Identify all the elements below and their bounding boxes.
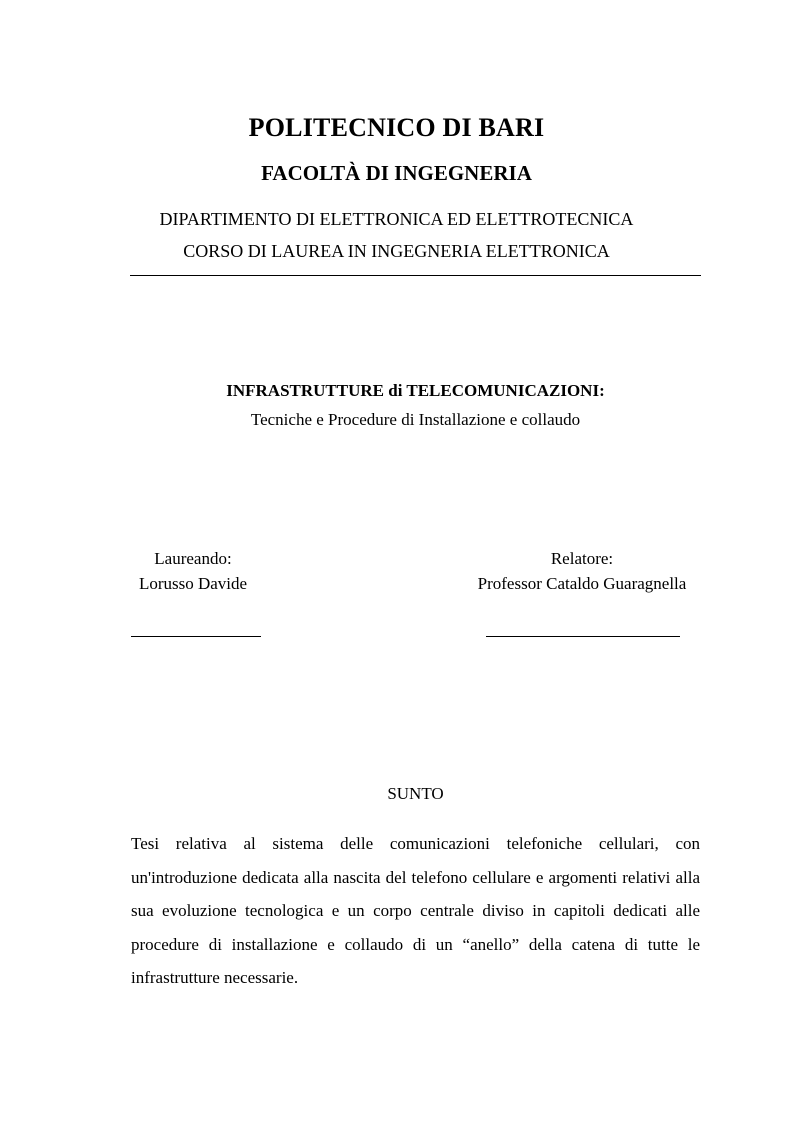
thesis-subtitle: Tecniche e Procedure di Installazione e collaudo	[250, 410, 581, 429]
candidate-name: Lorusso Davide	[138, 574, 248, 593]
course-name: CORSO DI LAUREA IN INGEGNERIA ELETTRONICA	[183, 241, 610, 261]
abstract-body: Tesi relativa al sistema delle comunicazioni telefoniche cellulari, con un'introduzione dedicata alla nascita del telefono cellulare e argomenti relativi alla sua evoluzione tecnologica e un corpo centrale diviso in capitoli dedicati alle procedure di installazione e collaudo di un “anello” della catena di tutte le infrastrutture necessarie.	[131, 834, 700, 987]
department-name: DIPARTIMENTO DI ELETTRONICA ED ELETTROTECNICA	[159, 209, 634, 229]
candidate-label: Laureando:	[154, 549, 232, 568]
university-name: POLITECNICO DI BARI	[248, 113, 545, 142]
supervisor-label: Relatore:	[550, 549, 614, 568]
header-divider	[130, 275, 701, 276]
faculty-name: FACOLTÀ DI INGEGNERIA	[261, 161, 532, 185]
candidate-signature-line	[131, 636, 261, 637]
abstract-heading: SUNTO	[387, 784, 444, 803]
supervisor-signature-line	[486, 636, 680, 637]
thesis-title: INFRASTRUTTURE di TELECOMUNICAZIONI:	[226, 381, 605, 400]
supervisor-name: Professor Cataldo Guaragnella	[477, 574, 687, 593]
